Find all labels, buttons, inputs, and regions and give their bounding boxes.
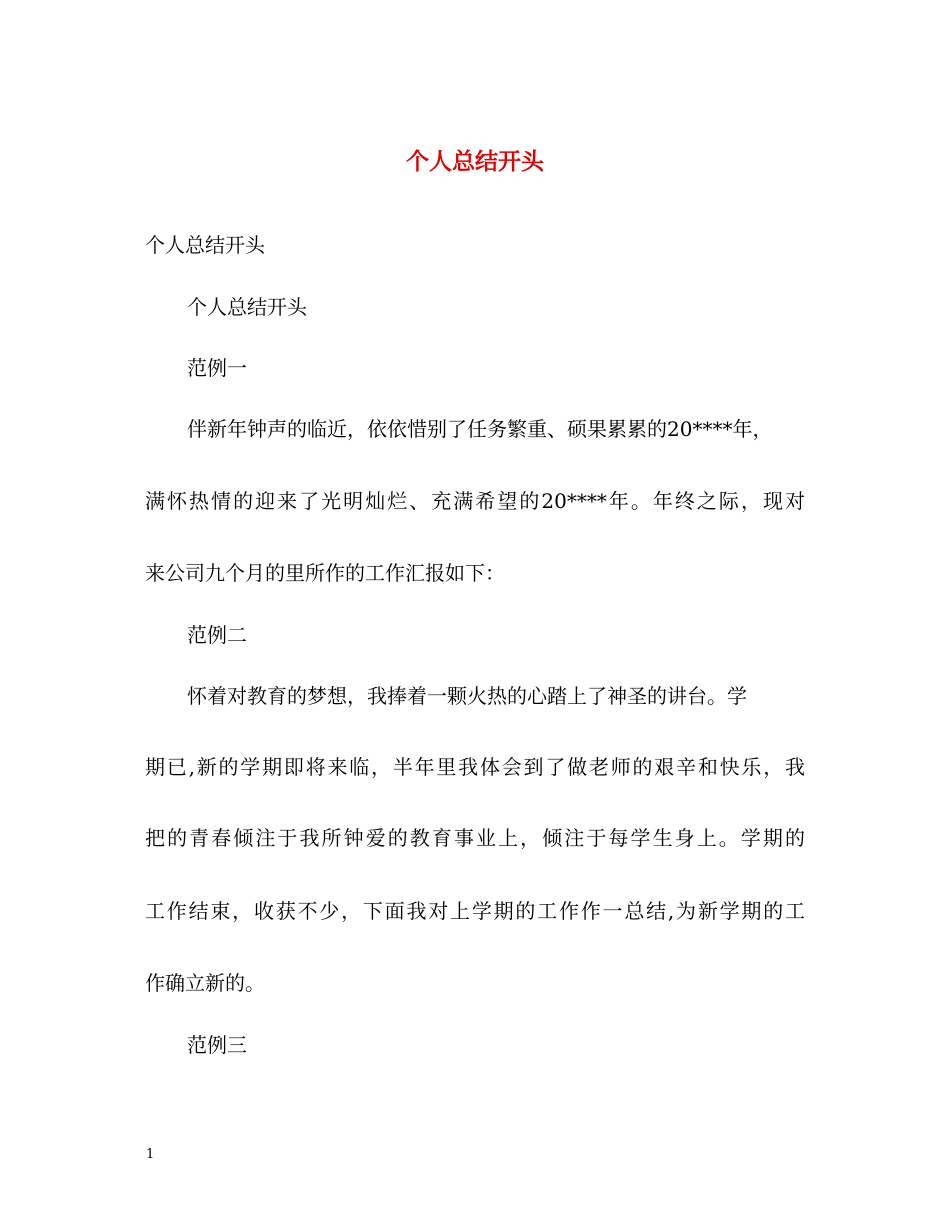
- paragraph-line: 怀着对教育的梦想，我捧着一颗火热的心踏上了神圣的讲台。学: [187, 684, 747, 708]
- paragraph-line: 伴新年钟声的临近，依依惜别了任务繁重、硕果累累的20****年，: [187, 417, 773, 441]
- paragraph-line: 来公司九个月的里所作的工作汇报如下：: [145, 561, 505, 585]
- paragraph-line: 把的青春倾注于我所钟爱的教育事业上，倾注于每学生身上。学期的: [145, 826, 805, 850]
- paragraph-line: 工作结束，收获不少，下面我对上学期的工作作一总结,为新学期的工: [145, 899, 805, 923]
- example-label-1: 范例一: [187, 356, 247, 380]
- paragraph-line: 满怀热情的迎来了光明灿烂、充满希望的20****年。年终之际，现对: [145, 489, 805, 513]
- page-number: 1: [146, 1147, 155, 1162]
- subheading-line: 个人总结开头: [187, 295, 307, 319]
- paragraph-line: 作确立新的。: [145, 971, 265, 995]
- document-title: 个人总结开头: [406, 148, 544, 175]
- example-label-3: 范例三: [187, 1033, 247, 1057]
- example-label-2: 范例二: [187, 623, 247, 647]
- paragraph-line: 期已,新的学期即将来临，半年里我体会到了做老师的艰辛和快乐，我: [145, 755, 805, 779]
- heading-line: 个人总结开头: [145, 233, 265, 257]
